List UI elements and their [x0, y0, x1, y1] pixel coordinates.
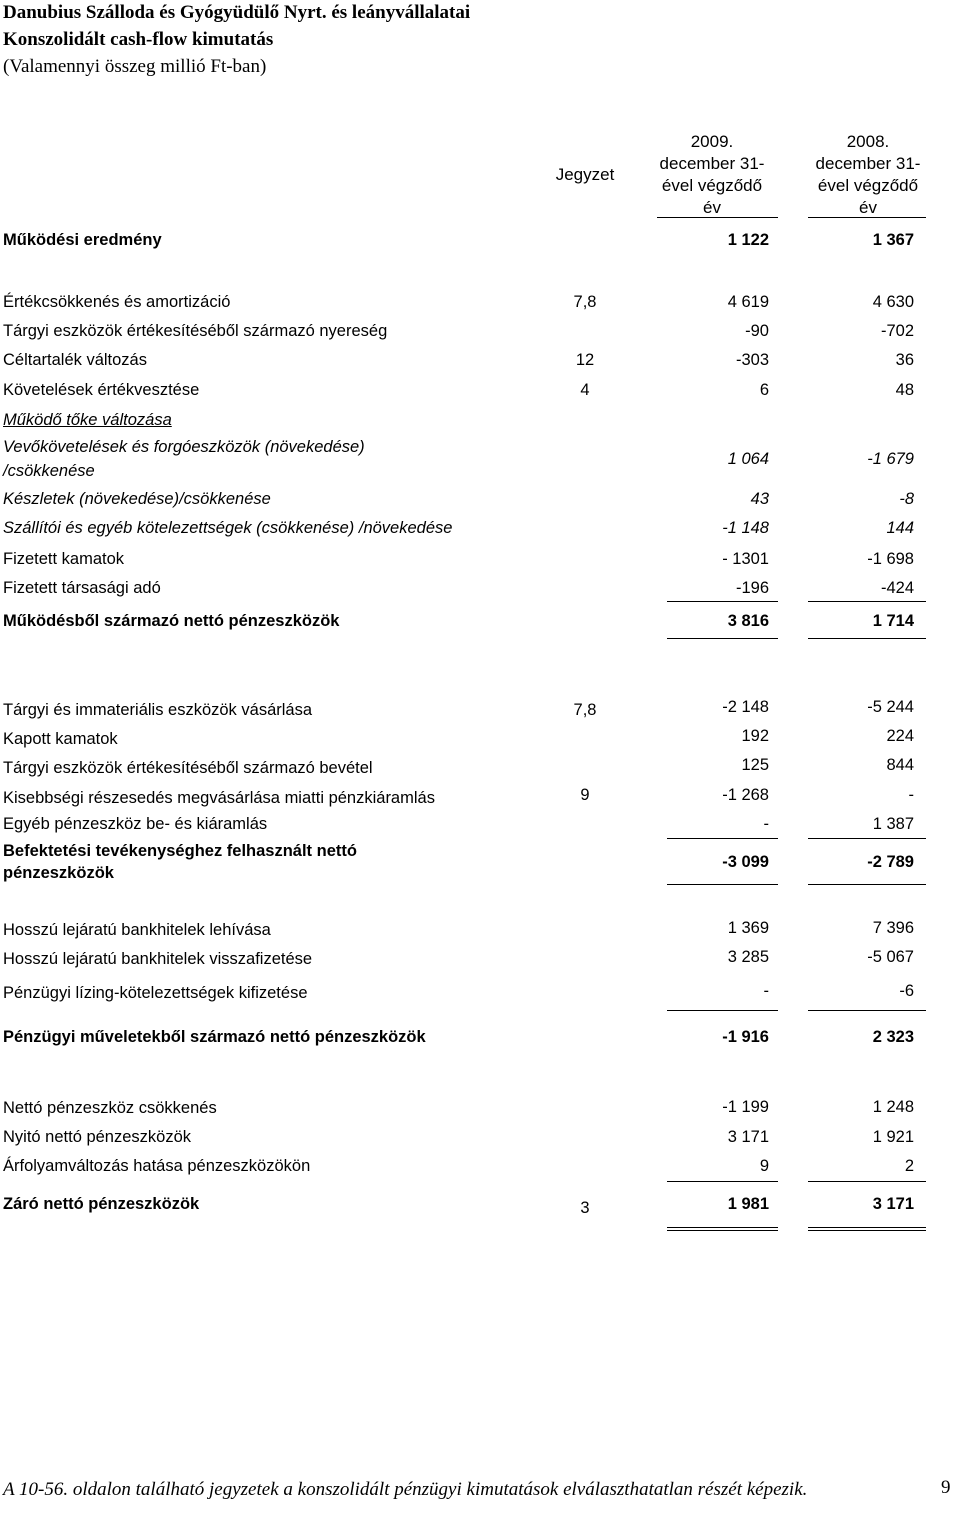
row-label: Befektetési tevékenységhez felhasznált nettó: [3, 842, 357, 860]
value-2009: -1 268: [722, 786, 769, 804]
row-label: Kisebbségi részesedés megvásárlása miatti pénzkiáramlás: [3, 789, 435, 807]
value-2008: 3 171: [872, 1195, 914, 1213]
row-label: Hosszú lejáratú bankhitelek visszafizetése: [3, 950, 313, 968]
row-label: Fizetett kamatok: [3, 550, 125, 568]
total-row: [0, 841, 960, 885]
value-2008: 1 921: [872, 1128, 914, 1146]
row-label: Nyitó nettó pénzeszközök: [3, 1128, 192, 1146]
column-header-2009-line: ével végződő: [661, 176, 763, 195]
value-2008: 144: [886, 519, 914, 537]
table-row: [0, 437, 960, 481]
value-2009: 1 122: [727, 231, 769, 249]
row-label: Záró nettó pénzeszközök: [3, 1195, 200, 1213]
double-rule-2009-top: [667, 1227, 778, 1228]
page-number: 9: [941, 1477, 951, 1498]
value-2009: 192: [741, 727, 769, 745]
value-2008: 2: [904, 1157, 914, 1175]
row-label: Tárgyi és immateriális eszközök vásárlása: [3, 701, 313, 719]
value-2009: -90: [745, 322, 769, 340]
value-2009: 3 171: [727, 1128, 769, 1146]
row-label: Működésből származó nettó pénzeszközök: [3, 612, 340, 630]
column-header-2008-line: 2008.: [846, 132, 890, 151]
row-label: Fizetett társasági adó: [3, 579, 161, 597]
note-ref: 4: [580, 381, 590, 399]
footer-note: A 10-56. oldalon található jegyzetek a konszolidált pénzügyi kimutatások elválaszthatatlan részét képezik.: [3, 1479, 808, 1500]
statement-subtitle: (Valamennyi összeg millió Ft-ban): [3, 56, 267, 77]
row-label: Egyéb pénzeszköz be- és kiáramlás: [3, 815, 268, 833]
total-rule-2009: [667, 638, 778, 639]
value-2008: 1 248: [872, 1098, 914, 1116]
value-2009: -1 916: [722, 1028, 769, 1046]
column-header-2008-line: év: [859, 198, 877, 217]
row-label: Értékcsökkenés és amortizáció: [3, 293, 231, 311]
subtotal-rule-2008: [808, 1181, 926, 1182]
value-2009: -3 099: [722, 853, 769, 871]
row-label-continued: pénzeszközök: [3, 864, 114, 882]
value-2008: -2 789: [867, 853, 914, 871]
value-2009: -303: [735, 351, 769, 369]
note-ref: 12: [575, 351, 595, 369]
column-header-2008-line: december 31-: [815, 154, 921, 173]
header-underline-2008: [808, 217, 926, 218]
row-label: Szállítói és egyéb kötelezettségek (csökkenése) /növekedése: [3, 519, 453, 537]
total-rule-2008: [808, 638, 926, 639]
column-header-2009-line: év: [703, 198, 721, 217]
value-2008: 1 387: [872, 815, 914, 833]
column-header-2009-line: december 31-: [659, 154, 765, 173]
column-header-2009-line: 2009.: [690, 132, 734, 151]
value-2008: 224: [886, 727, 914, 745]
subtotal-rule-2009: [667, 1181, 778, 1182]
note-ref: 7,8: [573, 293, 597, 311]
value-2009: 3 816: [727, 612, 769, 630]
value-2008: -424: [880, 579, 914, 597]
row-label: Működési eredmény: [3, 231, 162, 249]
row-label-continued: /csökkenése: [3, 462, 95, 480]
total-rule-2009: [667, 884, 778, 885]
value-2008: -6: [899, 982, 914, 1000]
column-header-note: Jegyzet: [555, 165, 615, 184]
value-2009: -: [763, 982, 769, 1000]
subtotal-rule-2009: [667, 1010, 778, 1011]
value-2008: 1 367: [872, 231, 914, 249]
row-label: Készletek (növekedése)/csökkenése: [3, 490, 271, 508]
value-2008: -: [908, 786, 914, 804]
working-capital-heading: Működő tőke változása: [3, 411, 172, 429]
value-2008: -8: [899, 490, 914, 508]
row-label: Pénzügyi lízing-kötelezettségek kifizetése: [3, 984, 308, 1002]
row-label: Tárgyi eszközök értékesítéséből származó bevétel: [3, 759, 373, 777]
row-label: Pénzügyi műveletekből származó nettó pénzeszközök: [3, 1028, 426, 1046]
value-2008: 2 323: [872, 1028, 914, 1046]
value-2008: 36: [895, 351, 914, 369]
statement-title: Konszolidált cash-flow kimutatás: [3, 29, 274, 50]
row-label: Árfolyamváltozás hatása pénzeszközökön: [3, 1157, 311, 1175]
row-label: Kapott kamatok: [3, 730, 118, 748]
value-2009: -1 148: [722, 519, 769, 537]
column-header-2008-line: ével végződő: [817, 176, 919, 195]
row-label: Céltartalék változás: [3, 351, 147, 369]
value-2008: 4 630: [872, 293, 914, 311]
value-2009: 9: [759, 1157, 769, 1175]
value-2009: 6: [759, 381, 769, 399]
value-2008: -1 698: [867, 550, 914, 568]
value-2008: 7 396: [872, 919, 914, 937]
value-2008: 844: [886, 756, 914, 774]
value-2009: 43: [750, 490, 769, 508]
value-2008: 1 714: [872, 612, 914, 630]
value-2008: -5 067: [867, 948, 914, 966]
note-ref: 9: [580, 786, 590, 804]
subtotal-rule-2009: [667, 601, 778, 602]
value-2009: - 1301: [722, 550, 769, 568]
row-label: Hosszú lejáratú bankhitelek lehívása: [3, 921, 271, 939]
subtotal-rule-2008: [808, 838, 926, 839]
note-ref: 7,8: [573, 701, 597, 719]
value-2009: 125: [741, 756, 769, 774]
row-label: Nettó pénzeszköz csökkenés: [3, 1099, 217, 1117]
value-2009: -: [763, 815, 769, 833]
value-2009: 4 619: [727, 293, 769, 311]
double-rule-2008-bottom: [808, 1230, 926, 1231]
value-2009: 1 369: [727, 919, 769, 937]
value-2008: 48: [895, 381, 914, 399]
value-2009: -196: [735, 579, 769, 597]
value-2008: -1 679: [867, 450, 914, 468]
note-ref: 3: [580, 1199, 590, 1217]
value-2009: -1 199: [722, 1098, 769, 1116]
header-underline-2009: [657, 217, 778, 218]
value-2009: 1 064: [727, 450, 769, 468]
value-2008: -5 244: [867, 698, 914, 716]
row-label: Tárgyi eszközök értékesítéséből származó nyereség: [3, 322, 388, 340]
row-label: Vevőkövetelések és forgóeszközök (növekedése): [3, 438, 365, 456]
total-rule-2008: [808, 884, 926, 885]
company-name: Danubius Szálloda és Gyógyüdülő Nyrt. és leányvállalatai: [3, 2, 471, 23]
value-2009: 3 285: [727, 948, 769, 966]
column-header-2009: [642, 131, 782, 219]
subtotal-rule-2008: [808, 1010, 926, 1011]
double-rule-2009-bottom: [667, 1230, 778, 1231]
subtotal-rule-2009: [667, 838, 778, 839]
value-2009: -2 148: [722, 698, 769, 716]
value-2008: -702: [880, 322, 914, 340]
subtotal-rule-2008: [808, 601, 926, 602]
row-label: Követelések értékvesztése: [3, 381, 200, 399]
double-rule-2008-top: [808, 1227, 926, 1228]
value-2009: 1 981: [727, 1195, 769, 1213]
column-header-2008: [798, 131, 938, 219]
